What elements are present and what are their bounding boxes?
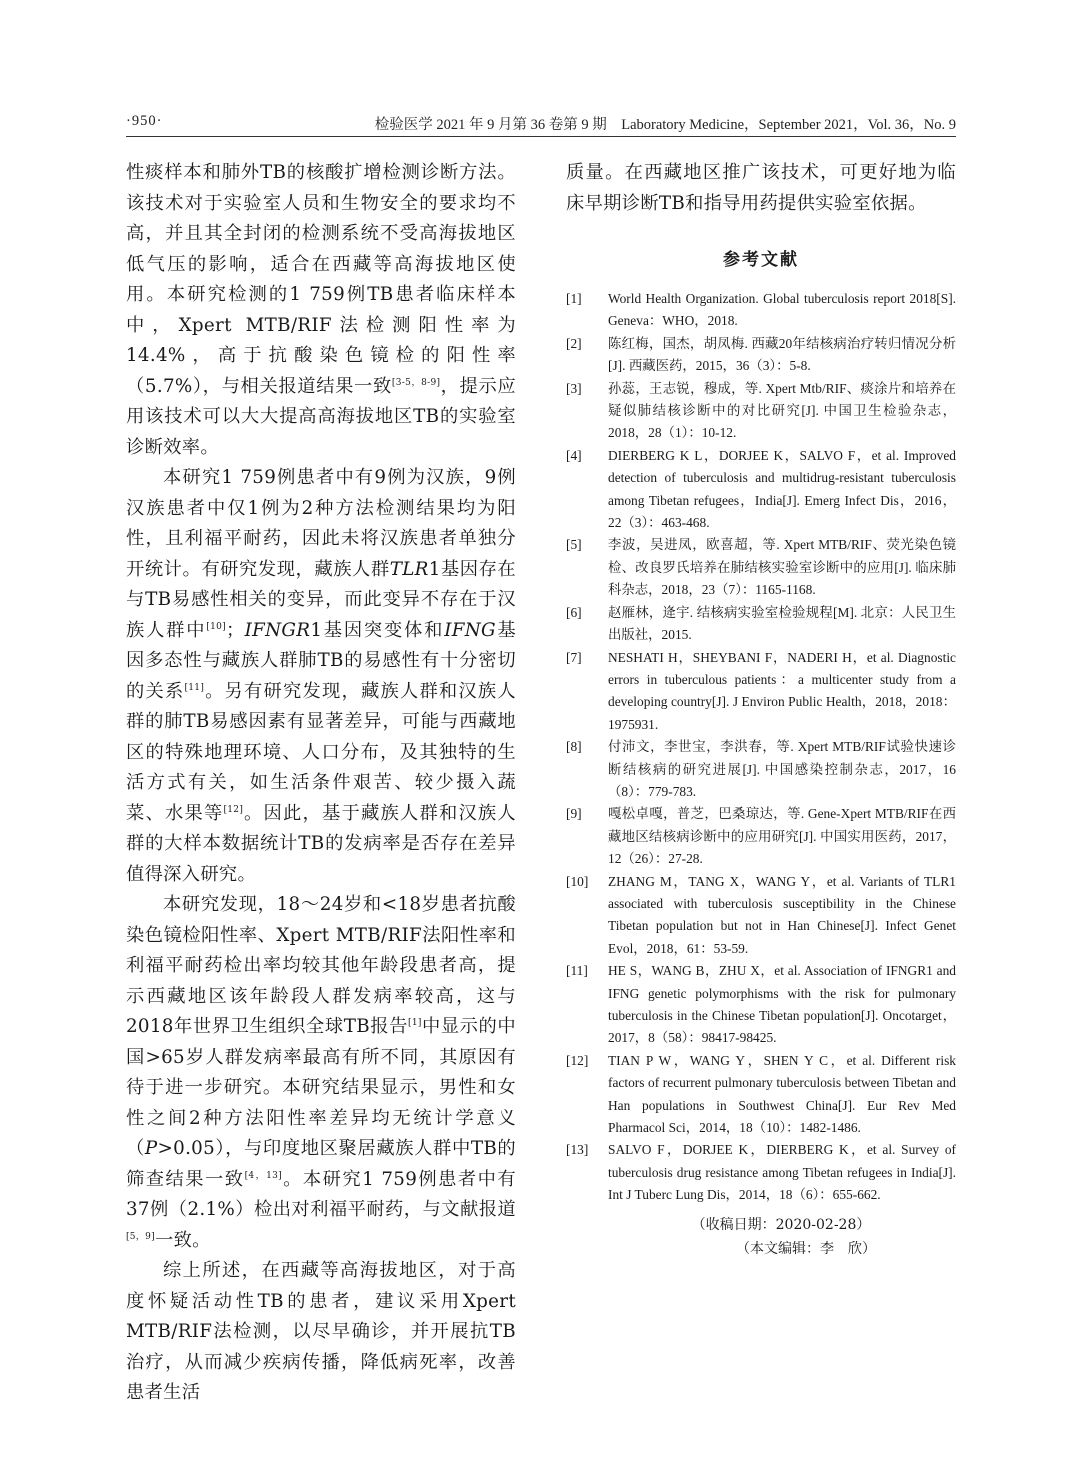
reference-item [566,1050,956,1140]
editor-note: （本文编辑：李 欣） [736,1240,876,1257]
reference-number: [7] [566,649,582,665]
reference-item [566,1139,956,1206]
running-header [126,113,956,137]
paragraph-2: 本研究1 759例患者中有9例为汉族，9例汉族患者中仅1例为2种方法检测结果均为阳性，且利福平耐药，因此未将汉族患者单独分开统计。有研究发现，藏族人群TLR1基因存在与TB易感性相关的变异，而此变异不存在于汉族人群中[10]；IFNGR1基因突变体和IFNG基因多态性与藏族人群肺TB的易感性有十分密切的关系[11]。另有研究发现，藏族人群和汉族人群的肺TB易感因素有显著差异，可能与西藏地区的特殊地理环境、人口分布，及其独特的生活方式有关，如生活条件艰苦、较少摄入蔬菜、水果等[12]。因此，基于藏族人群和汉族人群的大样本数据统计TB的发病率是否存在差异值得深入研究。 [126,467,517,885]
reference-item [566,960,956,1050]
reference-item [566,288,956,333]
reference-text: 付沛文，李世宝，李洪春，等. Xpert MTB/RIF试验快速诊断结核病的研究进展[J]. 中国感染控制杂志，2017，16（8）：779-783. [608,739,956,799]
reference-text: 孙蕊，王志锐，穆成，等. Xpert Mtb/RIF、痰涂片和培养在疑似肺结核诊断中的对比研究[J]. 中国卫生检验杂志，2018，28（1）：10-12. [608,380,956,441]
reference-item [566,871,956,961]
left-column [126,158,516,1409]
reference-number: [3] [566,380,582,396]
references-title: 参考文献 [723,250,799,270]
paragraph-4: 综上所述，在西藏等高海拔地区，对于高度怀疑活动性TB的患者，建议采用Xpert MTB/RIF法检测，以尽早确诊，并开展抗TB治疗，从而减少疾病传播，降低病死率，改善患者生活 [126,1260,516,1403]
reference-item [566,445,956,535]
reference-number: [10] [566,873,589,889]
reference-text: NESHATI H，SHEYBANI F，NADERI H，et al. Diagnostic errors in tuberculous patients：a multicenter study from a developing country[J]. J Environ Public Health，2018，2018：1975931. [608,649,956,732]
reference-text: DIERBERG K L，DORJEE K，SALVO F，et al. Improved detection of tuberculosis and multidrug-resistant tuberculosis among Tibetan refugees，India[J]. Emerg Infect Dis，2016，22（3）：463-468. [608,447,956,531]
reference-list [566,288,956,1207]
reference-text: 陈红梅，国杰，胡凤梅. 西藏20年结核病治疗转归情况分析[J]. 西藏医药，2015，36（3）：5-8. [608,335,956,374]
reference-text: HE S，WANG B，ZHU X，et al. Association of IFNGR1 and IFNG genetic polymorphisms with the risk for pulmonary tuberculosis in the Chinese Tibetan population[J]. Oncotarget，2017，8（58）：98417-98425. [608,963,956,1046]
reference-number: [6] [566,604,582,620]
paragraph-continuation: 质量。在西藏地区推广该技术，可更好地为临床早期诊断TB和指导用药提供实验室依据。 [566,162,956,214]
reference-number: [12] [566,1052,589,1068]
reference-number: [1] [566,291,582,306]
reference-text: 李波，吴进凤，欧喜超，等. Xpert MTB/RIF、荧光染色镜检、改良罗氏培养在肺结核实验室诊断中的应用[J]. 临床肺科杂志，2018，23（7）：1165-1168. [608,537,956,598]
reference-text: TIAN P W，WANG Y，SHEN Y C，et al. Different risk factors of recurrent pulmonary tuberculosis between Tibetan and Han populations in Southwest China[J]. Eur Rev Med Pharmacol Sci，2014，18（10）：1482-1486. [608,1052,956,1136]
journal-info: 检验医学 2021 年 9 月第 36 卷第 9 期 Laboratory Medicine，September 2021，Vol. 36，No. 9 [374,117,956,133]
reference-item [566,602,956,647]
reference-text: 嘎松卓嘎，普芝，巴桑琼达，等. Gene-Xpert MTB/RIF在西藏地区结核病诊断中的应用研究[J]. 中国实用医药，2017，12（26）：27-28. [608,806,956,867]
reference-number: [13] [566,1142,589,1158]
paragraph-3: 本研究发现，18～24岁和<18岁患者抗酸染色镜检阳性率、Xpert MTB/RIF法阳性率和利福平耐药检出率均较其他年龄段患者高，提示西藏地区该年龄段人群发病率较高，这与2018年世界卫生组织全球TB报告[1]中显示的中国>65岁人群发病率最高有所不同，其原因有待于进一步研究。本研究结果显示，男性和女性之间2种方法阳性率差异均无统计学意义（P>0.05），与印度地区聚居藏族人群中TB的筛查结果一致[4，13]。本研究1 759例患者中有37例（2.1%）检出对利福平耐药，与文献报道[5，9]一致。 [126,894,516,1251]
right-column [566,158,956,1261]
reference-item [566,803,956,870]
reference-text: World Health Organization. Global tuberculosis report 2018[S]. Geneva：WHO，2018. [608,291,956,329]
reference-item [566,534,956,601]
reference-item [566,647,956,737]
reference-number: [2] [566,335,582,351]
reference-item [566,333,956,378]
page-number: ·950· [126,113,163,129]
reference-text: ZHANG M，TANG X，WANG Y，et al. Variants of TLR1 associated with tuberculosis susceptibility in the Chinese Tibetan population but not in Han Chinese[J]. Infect Genet Evol，2018，61：53-59. [608,873,956,956]
reference-number: [5] [566,537,582,553]
reference-item [566,378,956,445]
paragraph-1: 性痰样本和肺外TB的核酸扩增检测诊断方法。该技术对于实验室人员和生物安全的要求均不高，并且其全封闭的检测系统不受高海拔地区低气压的影响，适合在西藏等高海拔地区使用。本研究检测的1 759例TB患者临床样本中，Xpert MTB/RIF法检测阳性率为14.4%，高于抗酸染色镜检的阳性率（5.7%），与相关报道结果一致[3-5，8-9]，提示应用该技术可以大大提高高海拔地区TB的实验室诊断效率。 [126,162,516,458]
reference-text: SALVO F，DORJEE K，DIERBERG K，et al. Survey of tuberculosis drug resistance among Tibetan refugees in India[J]. Int J Tuberc Lung Dis，2014，18（6）：655-662. [608,1142,956,1203]
header-rule [126,136,956,137]
received-date: （收稿日期：2020-02-28） [691,1216,871,1233]
reference-item [566,736,956,803]
reference-number: [9] [566,806,582,822]
reference-number: [8] [566,739,582,755]
reference-text: 赵雁林，逄宇. 结核病实验室检验规程[M]. 北京：人民卫生出版社，2015. [608,604,956,643]
reference-number: [11] [566,963,588,979]
reference-number: [4] [566,447,582,463]
